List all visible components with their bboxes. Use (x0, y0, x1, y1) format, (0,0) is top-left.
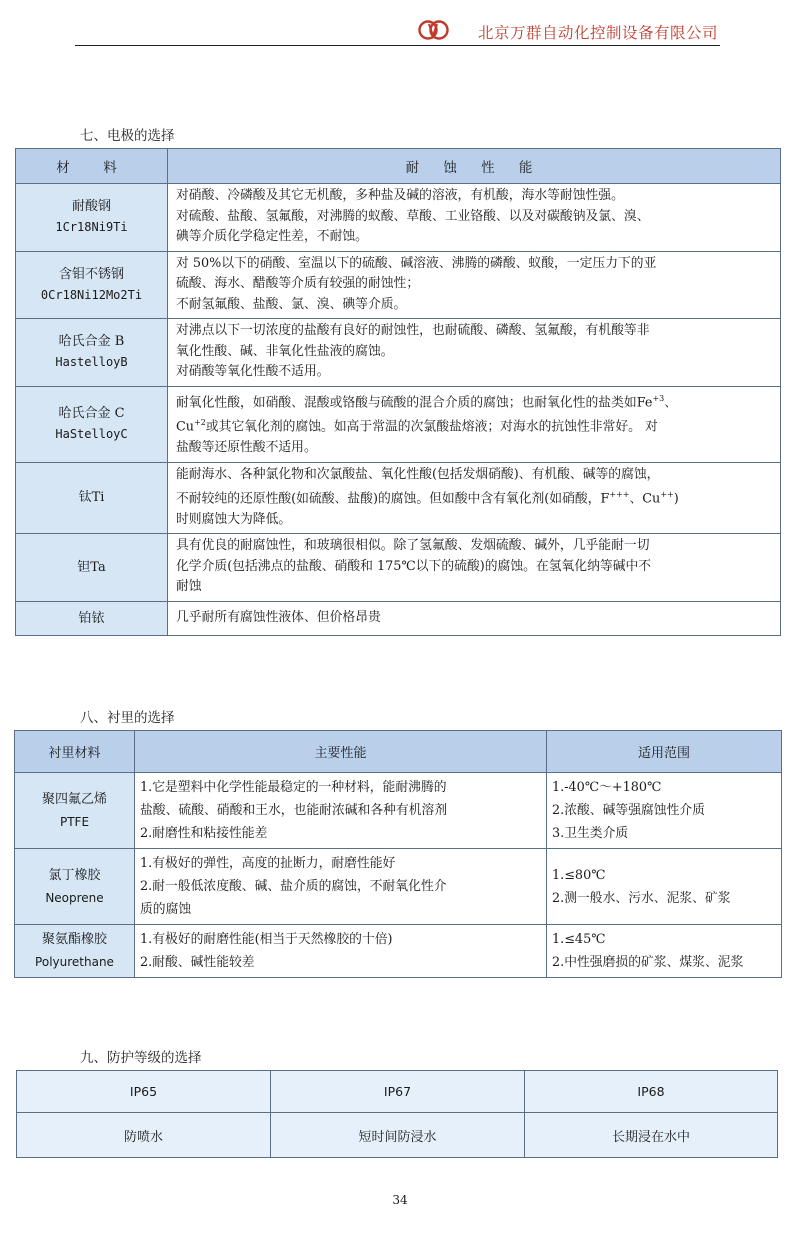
material-cell (16, 251, 168, 319)
section-title-ip: 九、防护等级的选择 (80, 1050, 202, 1066)
table-row (15, 925, 782, 978)
electrode-table (15, 148, 781, 636)
desc-line: 对 50%以下的硝酸、室温以下的硫酸、碱溶液、沸腾的磷酸、蚁酸，一定压力下的亚 (176, 255, 657, 271)
table-row (16, 601, 781, 635)
material-cn: 氯丁橡胶 (48, 867, 101, 883)
material-cell (16, 534, 168, 602)
desc-line (176, 485, 774, 510)
properties-cell (135, 773, 547, 849)
property-line: 1.有极好的耐磨性能(相当于天然橡胶的十倍) (140, 932, 393, 947)
desc-text: 耐氧化性酸，如硝酸、混酸或铬酸与硫酸的混合介质的腐蚀；也耐氧化性的盐类如Fe (176, 394, 653, 410)
desc-line (176, 389, 774, 414)
description-cell (168, 534, 781, 602)
desc-line: 不耐氢氟酸、盐酸、氯、溴、碘等介质。 (176, 296, 407, 312)
scope-line: 2.中性强磨损的矿浆、煤浆、泥浆 (552, 955, 744, 970)
scope-line: 2.测一般水、污水、泥浆、矿浆 (552, 890, 731, 906)
desc-text: 不耐较纯的还原性酸(如硫酸、盐酸)的腐蚀。但如酸中含有氧化剂(如硝酸，F (176, 491, 610, 507)
scope-line: 2.浓酸、碱等强腐蚀性介质 (552, 803, 705, 818)
property-line: 2.耐磨性和粘接性能差 (140, 826, 268, 841)
section-title-electrode: 七、电极的选择 (80, 128, 175, 144)
superscript: +3 (652, 393, 665, 403)
material-en: 0Cr18Ni12Mo2Ti (40, 287, 143, 302)
section-title-lining: 八、衬里的选择 (80, 710, 175, 726)
header-main-properties: 主要性能 (135, 731, 547, 773)
property-line: 2.耐一般低浓度酸、碱、盐介质的腐蚀，不耐氧化性介 (140, 879, 447, 894)
scope-line: 1.≤45℃ (552, 932, 606, 947)
material-cell (16, 386, 168, 462)
desc-line: 对硫酸、盐酸、氢氟酸，对沸腾的蚁酸、草酸、工业铬酸、以及对碳酸钠及氯、溴、 (176, 208, 650, 224)
page-header (75, 16, 720, 46)
superscript: ++ (660, 490, 674, 500)
desc-text: 、Cu (629, 491, 661, 507)
material-cn: 哈氏合金 C (58, 406, 125, 422)
superscript: +2 (194, 418, 206, 428)
desc-line (176, 413, 774, 438)
property-line: 质的腐蚀 (140, 902, 192, 917)
material-cn: 钛Ti (78, 490, 105, 506)
material-en: Neoprene (45, 890, 104, 905)
material-en: HastelloyB (55, 355, 128, 370)
table-row (15, 773, 782, 849)
desc-line: 耐蚀 (176, 579, 202, 595)
description-cell (168, 386, 781, 462)
desc-line: 能耐海水、各种氯化物和次氯酸盐、氧化性酸(包括发烟硝酸)、有机酸、碱等的腐蚀， (176, 466, 660, 482)
description-cell (168, 462, 781, 534)
desc-line: 具有优良的耐腐蚀性，和玻璃很相似。除了氢氟酸、发烟硫酸、碱外，几乎能耐一切 (176, 538, 650, 554)
ip-rating-table (16, 1070, 778, 1158)
desc-text: Cu (176, 419, 195, 435)
ip-code-cell: IP67 (271, 1071, 525, 1113)
desc-line: 几乎耐所有腐蚀性液体、但价格昂贵 (176, 609, 381, 625)
scope-cell (547, 773, 782, 849)
lining-table (14, 730, 782, 978)
header-material: 材 料 (16, 149, 168, 184)
desc-line: 氧化性酸、碱、非氧化性盐液的腐蚀。 (176, 343, 394, 359)
desc-text: 、 (664, 394, 678, 410)
table-row (16, 462, 781, 534)
scope-line: 1.-40℃～+180℃ (552, 780, 662, 795)
material-cn: 铂铱 (78, 610, 105, 626)
material-cn: 聚氨酯橡胶 (41, 932, 107, 947)
scope-cell (547, 925, 782, 978)
desc-line: 化学介质(包括沸点的盐酸、硝酸和 175℃以下的硫酸)的腐蚀。在氢氧化纳等碱中不 (176, 558, 652, 574)
table-row (15, 849, 782, 925)
material-cell (16, 601, 168, 635)
material-cn: 聚四氟乙烯 (41, 791, 107, 807)
ip-code-cell: IP65 (17, 1071, 271, 1113)
table-row (17, 1071, 778, 1113)
material-cell (15, 925, 135, 978)
desc-text: ) (673, 491, 679, 507)
material-en: 1Cr18Ni9Ti (55, 220, 128, 235)
page-number: 34 (392, 1193, 408, 1207)
superscript: +++ (609, 490, 630, 500)
company-logo-icon (418, 18, 450, 42)
table-row (16, 534, 781, 602)
properties-cell (135, 925, 547, 978)
header-corrosion: 耐 蚀 性 能 (168, 149, 781, 184)
ip-code-cell: IP68 (525, 1071, 778, 1113)
desc-line: 对硝酸、冷磷酸及其它无机酸，多种盐及碱的溶液，有机酸，海水等耐蚀性强。 (176, 188, 624, 203)
property-line: 2.耐酸、碱性能较差 (140, 955, 255, 970)
table-row (17, 1113, 778, 1158)
material-cn: 耐酸钢 (71, 199, 111, 215)
property-line: 盐酸、硫酸、硝酸和王水，也能耐浓碱和各种有机溶剂 (140, 803, 448, 818)
material-en: Polyurethane (35, 955, 114, 969)
description-cell (168, 184, 781, 252)
material-cell (15, 773, 135, 849)
desc-line: 时则腐蚀大为降低。 (176, 511, 292, 527)
material-cell (15, 849, 135, 925)
table-row (16, 184, 781, 252)
ip-description-cell: 短时间防浸水 (271, 1113, 525, 1158)
material-cn: 钽Ta (77, 560, 106, 576)
table-row (16, 251, 781, 319)
property-line: 1.它是塑料中化学性能最稳定的一种材料，能耐沸腾的 (140, 780, 447, 795)
material-cell (16, 319, 168, 387)
material-en: PTFE (59, 814, 90, 829)
header-lining-material: 衬里材料 (15, 731, 135, 773)
material-cn: 含钼不锈钢 (58, 266, 124, 282)
company-name: 北京万群自动化控制设备有限公司 (477, 24, 718, 42)
table-row (16, 319, 781, 387)
desc-line: 盐酸等还原性酸不适用。 (176, 440, 317, 456)
scope-cell (547, 849, 782, 925)
desc-line: 对沸点以下一切浓度的盐酸有良好的耐蚀性，也耐硫酸、磷酸、氢氟酸，有机酸等非 (176, 323, 650, 338)
desc-text: 或其它氧化剂的腐蚀。如高于常温的次氯酸盐熔液；对海水的抗蚀性非常好。 对 (205, 419, 658, 435)
desc-line: 硫酸、海水、醋酸等介质有较强的耐蚀性； (176, 276, 420, 291)
table-row (16, 386, 781, 462)
material-cell (16, 462, 168, 534)
scope-line: 3.卫生类介质 (552, 826, 629, 841)
desc-line: 对硝酸等氧化性酸不适用。 (176, 364, 330, 379)
material-cn: 哈氏合金 B (58, 334, 125, 350)
ip-description-cell: 防喷水 (17, 1113, 271, 1158)
description-cell (168, 319, 781, 387)
material-en: HaStelloyC (55, 427, 128, 442)
description-cell (168, 251, 781, 319)
description-cell (168, 601, 781, 635)
scope-line: 1.≤80℃ (552, 867, 606, 883)
material-cell (16, 184, 168, 252)
properties-cell (135, 849, 547, 925)
ip-description-cell: 长期浸在水中 (525, 1113, 778, 1158)
header-scope: 适用范围 (547, 731, 782, 773)
property-line: 1.有极好的弹性，高度的扯断力，耐磨性能好 (140, 856, 396, 871)
desc-line: 碘等介质化学稳定性差，不耐蚀。 (176, 229, 368, 244)
